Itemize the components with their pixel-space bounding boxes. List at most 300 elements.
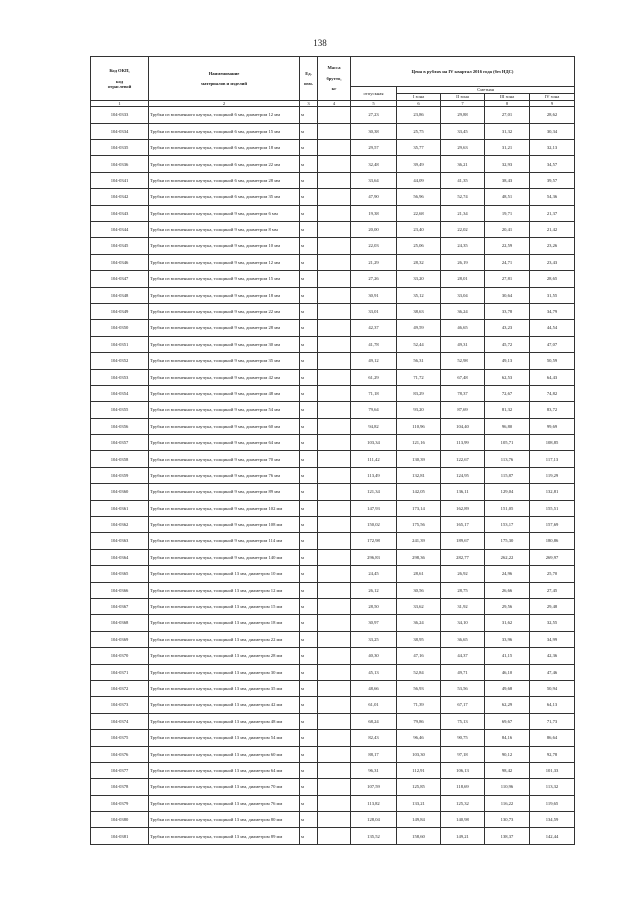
cell-unit: м [300, 189, 318, 205]
cell-code: 104-0358 [91, 451, 149, 467]
cell-code: 104-0342 [91, 189, 149, 205]
cell-zone-4-price: 132,81 [530, 484, 575, 500]
cell-mass [318, 271, 351, 287]
header-zone-1: I зона [397, 94, 441, 101]
cell-zone-3-price: 129,04 [485, 484, 530, 500]
cell-release-price: 45,13 [351, 664, 397, 680]
cell-zone-4-price: 64,13 [530, 697, 575, 713]
cell-release-price: 103,34 [351, 435, 397, 451]
header-release: отпускная [351, 87, 397, 101]
cell-code: 104-0366 [91, 582, 149, 598]
cell-unit: м [300, 287, 318, 303]
cell-mass [318, 582, 351, 598]
cell-unit: м [300, 680, 318, 696]
cell-release-price: 71,18 [351, 385, 397, 401]
cell-zone-3-price: 31,62 [485, 615, 530, 631]
cell-name: Трубки из вспененного каучука, толщиной 13 мм, диаметром 54 мм [149, 730, 300, 746]
cell-name: Трубки из вспененного каучука, толщиной 6 мм, диаметром 22 мм [149, 156, 300, 172]
cell-zone-4-price: 21,37 [530, 205, 575, 221]
cell-zone-2-price: 33,45 [441, 123, 485, 139]
cell-release-price: 21,29 [351, 254, 397, 270]
cell-zone-1-price: 175,56 [397, 517, 441, 533]
cell-release-price: 33,64 [351, 172, 397, 188]
cell-name: Трубки из вспененного каучука, толщиной 13 мм, диаметром 18 мм [149, 615, 300, 631]
cell-zone-4-price: 71,73 [530, 713, 575, 729]
cell-release-price: 68,24 [351, 713, 397, 729]
cell-zone-2-price: 104,40 [441, 418, 485, 434]
cell-name: Трубки из вспененного каучука, толщиной 13 мм, диаметром 15 мм [149, 599, 300, 615]
cell-zone-1-price: 52,84 [397, 664, 441, 680]
cell-zone-4-price: 29,48 [530, 599, 575, 615]
cell-release-price: 113,49 [351, 467, 397, 483]
cell-mass [318, 320, 351, 336]
cell-zone-2-price: 22,02 [441, 222, 485, 238]
cell-unit: м [300, 795, 318, 811]
cell-mass [318, 795, 351, 811]
cell-zone-2-price: 44,37 [441, 648, 485, 664]
cell-zone-2-price: 33,04 [441, 287, 485, 303]
table-row [91, 336, 575, 352]
cell-release-price: 33,01 [351, 303, 397, 319]
cell-zone-1-price: 36,24 [397, 615, 441, 631]
cell-code: 104-0363 [91, 533, 149, 549]
cell-mass [318, 762, 351, 778]
cell-name: Трубки из вспененного каучука, толщиной 6 мм, диаметром 28 мм [149, 172, 300, 188]
cell-mass [318, 664, 351, 680]
cell-name: Трубки из вспененного каучука, толщиной 9 мм, диаметром 89 мм [149, 484, 300, 500]
cell-unit: м [300, 435, 318, 451]
cell-zone-1-price: 71,72 [397, 369, 441, 385]
cell-zone-3-price: 19,71 [485, 205, 530, 221]
cell-zone-4-price: 47,07 [530, 336, 575, 352]
table-row [91, 451, 575, 467]
cell-mass [318, 484, 351, 500]
table-row [91, 631, 575, 647]
cell-zone-2-price: 36,65 [441, 631, 485, 647]
cell-zone-3-price: 105,71 [485, 435, 530, 451]
cell-zone-2-price: 122,67 [441, 451, 485, 467]
cell-zone-3-price: 43,23 [485, 320, 530, 336]
cell-zone-3-price: 116,22 [485, 795, 530, 811]
cell-code: 104-0353 [91, 369, 149, 385]
table-row [91, 599, 575, 615]
cell-zone-3-price: 130,73 [485, 812, 530, 828]
header-price-title: Цена в рублях на IV квартал 2016 года (без НДС) [351, 57, 575, 87]
cell-zone-4-price: 101,33 [530, 762, 575, 778]
cell-zone-1-price: 130,39 [397, 451, 441, 467]
cell-zone-3-price: 175,30 [485, 533, 530, 549]
cell-unit: м [300, 451, 318, 467]
cell-code: 104-0362 [91, 517, 149, 533]
cell-name: Трубки из вспененного каучука, толщиной 9 мм, диаметром 6 мм [149, 205, 300, 221]
cell-unit: м [300, 762, 318, 778]
table-row [91, 123, 575, 139]
cell-zone-4-price: 99,69 [530, 418, 575, 434]
table-row [91, 795, 575, 811]
header-mass: Масса брутто, кг [318, 57, 351, 101]
column-number: 5 [351, 101, 397, 107]
cell-release-price: 61,01 [351, 697, 397, 713]
column-number: 9 [530, 101, 575, 107]
cell-name: Трубки из вспененного каучука, толщиной 13 мм, диаметром 89 мм [149, 828, 300, 844]
cell-zone-4-price: 44,54 [530, 320, 575, 336]
cell-release-price: 47,90 [351, 189, 397, 205]
table-row [91, 680, 575, 696]
cell-zone-3-price: 138,37 [485, 828, 530, 844]
cell-zone-1-price: 173,14 [397, 500, 441, 516]
cell-mass [318, 599, 351, 615]
cell-zone-3-price: 31,32 [485, 123, 530, 139]
cell-unit: м [300, 631, 318, 647]
cell-zone-1-price: 241,39 [397, 533, 441, 549]
cell-zone-1-price: 38,63 [397, 303, 441, 319]
cell-unit: м [300, 713, 318, 729]
cell-release-price: 113,82 [351, 795, 397, 811]
cell-zone-3-price: 49,68 [485, 680, 530, 696]
cell-name: Трубки из вспененного каучука, толщиной 13 мм, диаметром 35 мм [149, 680, 300, 696]
cell-zone-4-price: 27,45 [530, 582, 575, 598]
table-row [91, 303, 575, 319]
cell-zone-4-price: 34,79 [530, 303, 575, 319]
cell-release-price: 128,04 [351, 812, 397, 828]
table-row [91, 222, 575, 238]
cell-zone-4-price: 21,42 [530, 222, 575, 238]
cell-unit: м [300, 222, 318, 238]
cell-code: 104-0352 [91, 353, 149, 369]
cell-unit: м [300, 140, 318, 156]
cell-zone-1-price: 112,91 [397, 762, 441, 778]
cell-mass [318, 205, 351, 221]
cell-zone-2-price: 124,95 [441, 467, 485, 483]
cell-release-price: 20,00 [351, 222, 397, 238]
cell-zone-2-price: 165,17 [441, 517, 485, 533]
cell-mass [318, 648, 351, 664]
cell-code: 104-0357 [91, 435, 149, 451]
cell-zone-2-price: 162,89 [441, 500, 485, 516]
cell-release-price: 27,26 [351, 271, 397, 287]
cell-unit: м [300, 828, 318, 844]
cell-zone-2-price: 49,31 [441, 336, 485, 352]
cell-code: 104-0378 [91, 779, 149, 795]
column-number: 8 [485, 101, 530, 107]
cell-zone-4-price: 47,46 [530, 664, 575, 680]
cell-name: Трубки из вспененного каучука, толщиной 9 мм, диаметром 35 мм [149, 353, 300, 369]
cell-zone-3-price: 90,12 [485, 746, 530, 762]
cell-mass [318, 467, 351, 483]
table-row [91, 664, 575, 680]
cell-mass [318, 500, 351, 516]
cell-zone-3-price: 151,05 [485, 500, 530, 516]
cell-unit: м [300, 385, 318, 401]
cell-release-price: 30,97 [351, 615, 397, 631]
table-row [91, 353, 575, 369]
cell-unit: м [300, 582, 318, 598]
cell-unit: м [300, 599, 318, 615]
cell-zone-2-price: 31,92 [441, 599, 485, 615]
cell-code: 104-0341 [91, 172, 149, 188]
cell-release-price: 61,29 [351, 369, 397, 385]
cell-mass [318, 631, 351, 647]
cell-zone-2-price: 52,98 [441, 353, 485, 369]
table-row [91, 435, 575, 451]
cell-zone-3-price: 45,72 [485, 336, 530, 352]
cell-zone-3-price: 62,53 [485, 369, 530, 385]
cell-code: 104-0365 [91, 566, 149, 582]
cell-zone-2-price: 36,21 [441, 156, 485, 172]
cell-release-price: 26,12 [351, 582, 397, 598]
cell-code: 104-0346 [91, 254, 149, 270]
cell-name: Трубки из вспененного каучука, толщиной 9 мм, диаметром 64 мм [149, 435, 300, 451]
cell-zone-4-price: 269,97 [530, 549, 575, 565]
cell-zone-2-price: 28,75 [441, 582, 485, 598]
cell-zone-3-price: 110,96 [485, 779, 530, 795]
column-number: 6 [397, 101, 441, 107]
cell-zone-2-price: 140,98 [441, 812, 485, 828]
cell-mass [318, 254, 351, 270]
cell-code: 104-0354 [91, 385, 149, 401]
table-row [91, 205, 575, 221]
cell-name: Трубки из вспененного каучука, толщиной 6 мм, диаметром 35 мм [149, 189, 300, 205]
cell-zone-2-price: 52,74 [441, 189, 485, 205]
cell-unit: м [300, 648, 318, 664]
table-row [91, 517, 575, 533]
cell-name: Трубки из вспененного каучука, толщиной 9 мм, диаметром 18 мм [149, 287, 300, 303]
cell-name: Трубки из вспененного каучука, толщиной 13 мм, диаметром 12 мм [149, 582, 300, 598]
header-estimated: Сметная [397, 87, 575, 94]
header-zone-2: II зона [441, 94, 485, 101]
cell-mass [318, 697, 351, 713]
table-row [91, 615, 575, 631]
cell-zone-4-price: 180,86 [530, 533, 575, 549]
cell-zone-4-price: 117,13 [530, 451, 575, 467]
cell-code: 104-0377 [91, 762, 149, 778]
table-row [91, 549, 575, 565]
cell-release-price: 19,38 [351, 205, 397, 221]
cell-zone-4-price: 83,72 [530, 402, 575, 418]
table-row [91, 730, 575, 746]
cell-zone-4-price: 50,59 [530, 353, 575, 369]
cell-unit: м [300, 303, 318, 319]
cell-zone-3-price: 62,29 [485, 697, 530, 713]
cell-zone-3-price: 30,64 [485, 287, 530, 303]
cell-code: 104-0351 [91, 336, 149, 352]
cell-zone-4-price: 64,43 [530, 369, 575, 385]
cell-name: Трубки из вспененного каучука, толщиной 9 мм, диаметром 30 мм [149, 336, 300, 352]
cell-zone-1-price: 158,60 [397, 828, 441, 844]
cell-code: 104-0368 [91, 615, 149, 631]
table-row [91, 762, 575, 778]
cell-zone-4-price: 28,65 [530, 271, 575, 287]
table-row [91, 385, 575, 401]
cell-unit: м [300, 779, 318, 795]
cell-release-price: 22,03 [351, 238, 397, 254]
cell-zone-3-price: 115,87 [485, 467, 530, 483]
cell-mass [318, 533, 351, 549]
cell-zone-2-price: 118,69 [441, 779, 485, 795]
cell-unit: м [300, 156, 318, 172]
cell-zone-1-price: 71,39 [397, 697, 441, 713]
cell-name: Трубки из вспененного каучука, толщиной 9 мм, диаметром 10 мм [149, 238, 300, 254]
cell-release-price: 172,98 [351, 533, 397, 549]
cell-zone-2-price: 282,77 [441, 549, 485, 565]
cell-name: Трубки из вспененного каучука, толщиной 6 мм, диаметром 15 мм [149, 123, 300, 139]
cell-code: 104-0359 [91, 467, 149, 483]
cell-zone-2-price: 67,17 [441, 697, 485, 713]
cell-zone-4-price: 32,13 [530, 140, 575, 156]
cell-unit: м [300, 549, 318, 565]
cell-unit: м [300, 238, 318, 254]
cell-zone-3-price: 24,96 [485, 566, 530, 582]
cell-code: 104-0334 [91, 123, 149, 139]
cell-zone-4-price: 157,69 [530, 517, 575, 533]
table-row [91, 648, 575, 664]
price-table [90, 56, 575, 845]
cell-zone-4-price: 54,36 [530, 189, 575, 205]
cell-zone-4-price: 25,70 [530, 566, 575, 582]
cell-mass [318, 615, 351, 631]
cell-zone-2-price: 125,32 [441, 795, 485, 811]
cell-zone-4-price: 108,85 [530, 435, 575, 451]
cell-zone-2-price: 26,19 [441, 254, 485, 270]
cell-zone-3-price: 49,13 [485, 353, 530, 369]
cell-zone-2-price: 24,35 [441, 238, 485, 254]
cell-zone-1-price: 28,32 [397, 254, 441, 270]
cell-release-price: 135,52 [351, 828, 397, 844]
cell-zone-1-price: 33,20 [397, 271, 441, 287]
cell-release-price: 27,23 [351, 107, 397, 123]
cell-mass [318, 336, 351, 352]
table-row [91, 140, 575, 156]
cell-zone-3-price: 29,56 [485, 599, 530, 615]
cell-release-price: 33,25 [351, 631, 397, 647]
cell-zone-1-price: 38,95 [397, 631, 441, 647]
cell-unit: м [300, 172, 318, 188]
cell-code: 104-0343 [91, 205, 149, 221]
column-number: 4 [318, 101, 351, 107]
cell-zone-4-price: 113,32 [530, 779, 575, 795]
cell-zone-3-price: 31,21 [485, 140, 530, 156]
cell-zone-2-price: 46,65 [441, 320, 485, 336]
cell-release-price: 107,59 [351, 779, 397, 795]
cell-zone-1-price: 23,86 [397, 107, 441, 123]
cell-code: 104-0380 [91, 812, 149, 828]
cell-zone-4-price: 50,94 [530, 680, 575, 696]
cell-zone-4-price: 30,34 [530, 123, 575, 139]
cell-unit: м [300, 664, 318, 680]
table-row [91, 484, 575, 500]
cell-mass [318, 303, 351, 319]
cell-name: Трубки из вспененного каучука, толщиной 9 мм, диаметром 15 мм [149, 271, 300, 287]
table-row [91, 320, 575, 336]
cell-mass [318, 517, 351, 533]
cell-name: Трубки из вспененного каучука, толщиной 9 мм, диаметром 8 мм [149, 222, 300, 238]
cell-zone-2-price: 75,13 [441, 713, 485, 729]
cell-zone-1-price: 142,05 [397, 484, 441, 500]
cell-unit: м [300, 730, 318, 746]
cell-code: 104-0372 [91, 680, 149, 696]
cell-zone-1-price: 25,06 [397, 238, 441, 254]
cell-zone-1-price: 35,12 [397, 287, 441, 303]
table-row [91, 172, 575, 188]
cell-zone-3-price: 27,01 [485, 107, 530, 123]
cell-mass [318, 287, 351, 303]
cell-zone-4-price: 142,44 [530, 828, 575, 844]
cell-zone-4-price: 34,57 [530, 156, 575, 172]
cell-mass [318, 238, 351, 254]
cell-zone-2-price: 78,37 [441, 385, 485, 401]
cell-zone-3-price: 46,10 [485, 664, 530, 680]
cell-zone-3-price: 69,67 [485, 713, 530, 729]
cell-code: 104-0375 [91, 730, 149, 746]
cell-zone-1-price: 125,85 [397, 779, 441, 795]
cell-code: 104-0360 [91, 484, 149, 500]
cell-unit: м [300, 336, 318, 352]
cell-zone-2-price: 113,99 [441, 435, 485, 451]
header-unit: Ед. изм. [300, 57, 318, 101]
table-row [91, 713, 575, 729]
cell-mass [318, 107, 351, 123]
column-number: 7 [441, 101, 485, 107]
table-row [91, 533, 575, 549]
cell-unit: м [300, 107, 318, 123]
cell-mass [318, 812, 351, 828]
cell-zone-3-price: 33,96 [485, 631, 530, 647]
cell-release-price: 32,48 [351, 156, 397, 172]
cell-name: Трубки из вспененного каучука, толщиной 13 мм, диаметром 22 мм [149, 631, 300, 647]
cell-zone-1-price: 52,44 [397, 336, 441, 352]
cell-code: 104-0335 [91, 140, 149, 156]
cell-zone-1-price: 96,46 [397, 730, 441, 746]
header-name: Наименование материалов и изделий [149, 57, 300, 101]
cell-unit: м [300, 500, 318, 516]
cell-zone-4-price: 32,55 [530, 615, 575, 631]
cell-zone-1-price: 132,81 [397, 467, 441, 483]
table-row [91, 271, 575, 287]
cell-zone-2-price: 34,10 [441, 615, 485, 631]
cell-zone-4-price: 23,26 [530, 238, 575, 254]
cell-name: Трубки из вспененного каучука, толщиной 9 мм, диаметром 70 мм [149, 451, 300, 467]
cell-zone-1-price: 28,61 [397, 566, 441, 582]
cell-code: 104-0373 [91, 697, 149, 713]
cell-unit: м [300, 517, 318, 533]
cell-zone-1-price: 30,56 [397, 582, 441, 598]
cell-code: 104-0379 [91, 795, 149, 811]
cell-release-price: 48,66 [351, 680, 397, 696]
cell-zone-1-price: 39,49 [397, 156, 441, 172]
table-row [91, 566, 575, 582]
cell-release-price: 30,38 [351, 123, 397, 139]
cell-name: Трубки из вспененного каучука, толщиной 9 мм, диаметром 28 мм [149, 320, 300, 336]
cell-name: Трубки из вспененного каучука, толщиной 13 мм, диаметром 10 мм [149, 566, 300, 582]
cell-name: Трубки из вспененного каучука, толщиной 9 мм, диаметром 102 мм [149, 500, 300, 516]
table-row [91, 828, 575, 844]
cell-name: Трубки из вспененного каучука, толщиной 9 мм, диаметром 60 мм [149, 418, 300, 434]
cell-zone-2-price: 136,11 [441, 484, 485, 500]
cell-name: Трубки из вспененного каучука, толщиной 6 мм, диаметром 18 мм [149, 140, 300, 156]
cell-mass [318, 189, 351, 205]
cell-name: Трубки из вспененного каучука, толщиной 9 мм, диаметром 76 мм [149, 467, 300, 483]
table-row [91, 467, 575, 483]
cell-zone-4-price: 119,29 [530, 467, 575, 483]
header-code: Код ОКП, код отраслевой [91, 57, 149, 101]
cell-unit: м [300, 746, 318, 762]
cell-release-price: 82,43 [351, 730, 397, 746]
cell-mass [318, 451, 351, 467]
cell-zone-1-price: 25,75 [397, 123, 441, 139]
cell-code: 104-0371 [91, 664, 149, 680]
cell-unit: м [300, 418, 318, 434]
cell-code: 104-0350 [91, 320, 149, 336]
